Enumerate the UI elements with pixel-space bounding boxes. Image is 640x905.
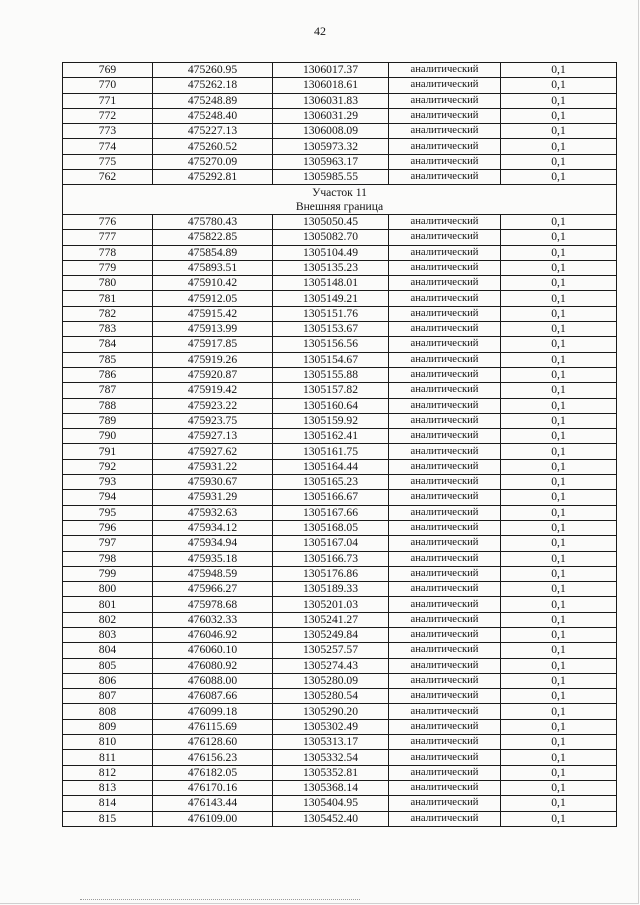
point-number-cell: 815 bbox=[63, 811, 153, 826]
method-cell: аналитический bbox=[389, 245, 501, 260]
y-coordinate-cell: 1305157.82 bbox=[273, 383, 389, 398]
table-row bbox=[63, 230, 617, 245]
point-number-cell: 772 bbox=[63, 108, 153, 123]
y-coordinate-cell: 1305313.17 bbox=[273, 735, 389, 750]
point-number-cell: 805 bbox=[63, 658, 153, 673]
point-number-cell: 786 bbox=[63, 367, 153, 382]
accuracy-cell: 0,1 bbox=[501, 780, 617, 795]
method-cell: аналитический bbox=[389, 78, 501, 93]
x-coordinate-cell: 475931.29 bbox=[153, 490, 273, 505]
point-number-cell: 787 bbox=[63, 383, 153, 398]
table-row bbox=[63, 352, 617, 367]
method-cell: аналитический bbox=[389, 627, 501, 642]
y-coordinate-cell: 1305452.40 bbox=[273, 811, 389, 826]
accuracy-cell: 0,1 bbox=[501, 490, 617, 505]
point-number-cell: 791 bbox=[63, 444, 153, 459]
method-cell: аналитический bbox=[389, 306, 501, 321]
y-coordinate-cell: 1305280.54 bbox=[273, 689, 389, 704]
method-cell: аналитический bbox=[389, 490, 501, 505]
y-coordinate-cell: 1305135.23 bbox=[273, 260, 389, 275]
section-subtitle-row bbox=[63, 200, 617, 215]
method-cell: аналитический bbox=[389, 260, 501, 275]
point-number-cell: 771 bbox=[63, 93, 153, 108]
x-coordinate-cell: 475912.05 bbox=[153, 291, 273, 306]
accuracy-cell: 0,1 bbox=[501, 154, 617, 169]
table-row bbox=[63, 750, 617, 765]
y-coordinate-cell: 1305973.32 bbox=[273, 139, 389, 154]
point-number-cell: 813 bbox=[63, 780, 153, 795]
method-cell: аналитический bbox=[389, 337, 501, 352]
section-title-row bbox=[63, 185, 617, 200]
accuracy-cell: 0,1 bbox=[501, 260, 617, 275]
y-coordinate-cell: 1305168.05 bbox=[273, 520, 389, 535]
method-cell: аналитический bbox=[389, 276, 501, 291]
y-coordinate-cell: 1305160.64 bbox=[273, 398, 389, 413]
accuracy-cell: 0,1 bbox=[501, 689, 617, 704]
accuracy-cell: 0,1 bbox=[501, 704, 617, 719]
y-coordinate-cell: 1305241.27 bbox=[273, 612, 389, 627]
point-number-cell: 809 bbox=[63, 719, 153, 734]
method-cell: аналитический bbox=[389, 413, 501, 428]
y-coordinate-cell: 1305352.81 bbox=[273, 765, 389, 780]
point-number-cell: 792 bbox=[63, 459, 153, 474]
accuracy-cell: 0,1 bbox=[501, 459, 617, 474]
method-cell: аналитический bbox=[389, 566, 501, 581]
point-number-cell: 804 bbox=[63, 643, 153, 658]
y-coordinate-cell: 1305985.55 bbox=[273, 170, 389, 185]
accuracy-cell: 0,1 bbox=[501, 214, 617, 229]
y-coordinate-cell: 1305151.76 bbox=[273, 306, 389, 321]
point-number-cell: 789 bbox=[63, 413, 153, 428]
x-coordinate-cell: 475927.62 bbox=[153, 444, 273, 459]
table-row bbox=[63, 475, 617, 490]
x-coordinate-cell: 476080.92 bbox=[153, 658, 273, 673]
y-coordinate-cell: 1305257.57 bbox=[273, 643, 389, 658]
accuracy-cell: 0,1 bbox=[501, 673, 617, 688]
x-coordinate-cell: 475260.95 bbox=[153, 63, 273, 78]
table-row bbox=[63, 383, 617, 398]
y-coordinate-cell: 1305167.04 bbox=[273, 536, 389, 551]
point-number-cell: 808 bbox=[63, 704, 153, 719]
method-cell: аналитический bbox=[389, 689, 501, 704]
y-coordinate-cell: 1305249.84 bbox=[273, 627, 389, 642]
section-title: Участок 11 bbox=[63, 185, 617, 200]
footer-line bbox=[80, 899, 360, 900]
method-cell: аналитический bbox=[389, 658, 501, 673]
y-coordinate-cell: 1305161.75 bbox=[273, 444, 389, 459]
method-cell: аналитический bbox=[389, 93, 501, 108]
x-coordinate-cell: 475854.89 bbox=[153, 245, 273, 260]
point-number-cell: 777 bbox=[63, 230, 153, 245]
point-number-cell: 797 bbox=[63, 536, 153, 551]
accuracy-cell: 0,1 bbox=[501, 735, 617, 750]
y-coordinate-cell: 1305167.66 bbox=[273, 505, 389, 520]
x-coordinate-cell: 475292.81 bbox=[153, 170, 273, 185]
y-coordinate-cell: 1305164.44 bbox=[273, 459, 389, 474]
x-coordinate-cell: 475913.99 bbox=[153, 322, 273, 337]
accuracy-cell: 0,1 bbox=[501, 63, 617, 78]
point-number-cell: 779 bbox=[63, 260, 153, 275]
point-number-cell: 814 bbox=[63, 796, 153, 811]
method-cell: аналитический bbox=[389, 582, 501, 597]
method-cell: аналитический bbox=[389, 124, 501, 139]
x-coordinate-cell: 476115.69 bbox=[153, 719, 273, 734]
y-coordinate-cell: 1306017.37 bbox=[273, 63, 389, 78]
table-row bbox=[63, 597, 617, 612]
accuracy-cell: 0,1 bbox=[501, 796, 617, 811]
accuracy-cell: 0,1 bbox=[501, 719, 617, 734]
accuracy-cell: 0,1 bbox=[501, 658, 617, 673]
y-coordinate-cell: 1305166.67 bbox=[273, 490, 389, 505]
y-coordinate-cell: 1306031.83 bbox=[273, 93, 389, 108]
table-row bbox=[63, 811, 617, 826]
table-row bbox=[63, 627, 617, 642]
x-coordinate-cell: 475930.67 bbox=[153, 475, 273, 490]
method-cell: аналитический bbox=[389, 139, 501, 154]
x-coordinate-cell: 475917.85 bbox=[153, 337, 273, 352]
y-coordinate-cell: 1305332.54 bbox=[273, 750, 389, 765]
accuracy-cell: 0,1 bbox=[501, 750, 617, 765]
point-number-cell: 794 bbox=[63, 490, 153, 505]
table-row bbox=[63, 520, 617, 535]
table-row bbox=[63, 719, 617, 734]
point-number-cell: 800 bbox=[63, 582, 153, 597]
section-subtitle: Внешняя граница bbox=[63, 200, 617, 215]
accuracy-cell: 0,1 bbox=[501, 811, 617, 826]
y-coordinate-cell: 1305148.01 bbox=[273, 276, 389, 291]
x-coordinate-cell: 475948.59 bbox=[153, 566, 273, 581]
y-coordinate-cell: 1305302.49 bbox=[273, 719, 389, 734]
x-coordinate-cell: 476060.10 bbox=[153, 643, 273, 658]
accuracy-cell: 0,1 bbox=[501, 536, 617, 551]
point-number-cell: 784 bbox=[63, 337, 153, 352]
point-number-cell: 798 bbox=[63, 551, 153, 566]
table-row bbox=[63, 796, 617, 811]
method-cell: аналитический bbox=[389, 214, 501, 229]
accuracy-cell: 0,1 bbox=[501, 383, 617, 398]
x-coordinate-cell: 475919.26 bbox=[153, 352, 273, 367]
table-row bbox=[63, 490, 617, 505]
accuracy-cell: 0,1 bbox=[501, 566, 617, 581]
table-row bbox=[63, 673, 617, 688]
method-cell: аналитический bbox=[389, 367, 501, 382]
point-number-cell: 785 bbox=[63, 352, 153, 367]
accuracy-cell: 0,1 bbox=[501, 322, 617, 337]
method-cell: аналитический bbox=[389, 643, 501, 658]
table-row bbox=[63, 704, 617, 719]
y-coordinate-cell: 1305149.21 bbox=[273, 291, 389, 306]
x-coordinate-cell: 476046.92 bbox=[153, 627, 273, 642]
x-coordinate-cell: 475935.18 bbox=[153, 551, 273, 566]
x-coordinate-cell: 476109.00 bbox=[153, 811, 273, 826]
accuracy-cell: 0,1 bbox=[501, 139, 617, 154]
table-row bbox=[63, 658, 617, 673]
method-cell: аналитический bbox=[389, 536, 501, 551]
point-number-cell: 774 bbox=[63, 139, 153, 154]
method-cell: аналитический bbox=[389, 383, 501, 398]
x-coordinate-cell: 475262.18 bbox=[153, 78, 273, 93]
accuracy-cell: 0,1 bbox=[501, 170, 617, 185]
y-coordinate-cell: 1305162.41 bbox=[273, 429, 389, 444]
y-coordinate-cell: 1305368.14 bbox=[273, 780, 389, 795]
accuracy-cell: 0,1 bbox=[501, 612, 617, 627]
method-cell: аналитический bbox=[389, 780, 501, 795]
point-number-cell: 795 bbox=[63, 505, 153, 520]
accuracy-cell: 0,1 bbox=[501, 124, 617, 139]
table-row bbox=[63, 689, 617, 704]
point-number-cell: 796 bbox=[63, 520, 153, 535]
table-row bbox=[63, 612, 617, 627]
y-coordinate-cell: 1305963.17 bbox=[273, 154, 389, 169]
y-coordinate-cell: 1305156.56 bbox=[273, 337, 389, 352]
method-cell: аналитический bbox=[389, 796, 501, 811]
table-row bbox=[63, 108, 617, 123]
table-row bbox=[63, 735, 617, 750]
y-coordinate-cell: 1305274.43 bbox=[273, 658, 389, 673]
y-coordinate-cell: 1305176.86 bbox=[273, 566, 389, 581]
method-cell: аналитический bbox=[389, 719, 501, 734]
point-number-cell: 793 bbox=[63, 475, 153, 490]
y-coordinate-cell: 1305082.70 bbox=[273, 230, 389, 245]
accuracy-cell: 0,1 bbox=[501, 643, 617, 658]
y-coordinate-cell: 1305153.67 bbox=[273, 322, 389, 337]
x-coordinate-cell: 475932.63 bbox=[153, 505, 273, 520]
x-coordinate-cell: 476032.33 bbox=[153, 612, 273, 627]
point-number-cell: 802 bbox=[63, 612, 153, 627]
table-row bbox=[63, 398, 617, 413]
point-number-cell: 812 bbox=[63, 765, 153, 780]
point-number-cell: 806 bbox=[63, 673, 153, 688]
x-coordinate-cell: 475270.09 bbox=[153, 154, 273, 169]
method-cell: аналитический bbox=[389, 551, 501, 566]
x-coordinate-cell: 476156.23 bbox=[153, 750, 273, 765]
accuracy-cell: 0,1 bbox=[501, 352, 617, 367]
x-coordinate-cell: 475248.40 bbox=[153, 108, 273, 123]
x-coordinate-cell: 476087.66 bbox=[153, 689, 273, 704]
y-coordinate-cell: 1305159.92 bbox=[273, 413, 389, 428]
x-coordinate-cell: 475910.42 bbox=[153, 276, 273, 291]
x-coordinate-cell: 475227.13 bbox=[153, 124, 273, 139]
point-number-cell: 780 bbox=[63, 276, 153, 291]
y-coordinate-cell: 1306018.61 bbox=[273, 78, 389, 93]
method-cell: аналитический bbox=[389, 444, 501, 459]
x-coordinate-cell: 475931.22 bbox=[153, 459, 273, 474]
y-coordinate-cell: 1305201.03 bbox=[273, 597, 389, 612]
method-cell: аналитический bbox=[389, 398, 501, 413]
x-coordinate-cell: 475978.68 bbox=[153, 597, 273, 612]
table-row bbox=[63, 643, 617, 658]
method-cell: аналитический bbox=[389, 322, 501, 337]
table-row bbox=[63, 260, 617, 275]
accuracy-cell: 0,1 bbox=[501, 597, 617, 612]
x-coordinate-cell: 475780.43 bbox=[153, 214, 273, 229]
method-cell: аналитический bbox=[389, 735, 501, 750]
point-number-cell: 782 bbox=[63, 306, 153, 321]
table-row bbox=[63, 566, 617, 581]
accuracy-cell: 0,1 bbox=[501, 337, 617, 352]
accuracy-cell: 0,1 bbox=[501, 93, 617, 108]
method-cell: аналитический bbox=[389, 765, 501, 780]
method-cell: аналитический bbox=[389, 811, 501, 826]
table-row bbox=[63, 780, 617, 795]
method-cell: аналитический bbox=[389, 612, 501, 627]
table-row bbox=[63, 214, 617, 229]
point-number-cell: 770 bbox=[63, 78, 153, 93]
x-coordinate-cell: 476182.05 bbox=[153, 765, 273, 780]
accuracy-cell: 0,1 bbox=[501, 276, 617, 291]
y-coordinate-cell: 1305165.23 bbox=[273, 475, 389, 490]
accuracy-cell: 0,1 bbox=[501, 306, 617, 321]
x-coordinate-cell: 475893.51 bbox=[153, 260, 273, 275]
table-row bbox=[63, 444, 617, 459]
method-cell: аналитический bbox=[389, 154, 501, 169]
x-coordinate-cell: 475919.42 bbox=[153, 383, 273, 398]
x-coordinate-cell: 476099.18 bbox=[153, 704, 273, 719]
point-number-cell: 769 bbox=[63, 63, 153, 78]
accuracy-cell: 0,1 bbox=[501, 78, 617, 93]
accuracy-cell: 0,1 bbox=[501, 230, 617, 245]
method-cell: аналитический bbox=[389, 459, 501, 474]
table-row bbox=[63, 139, 617, 154]
point-number-cell: 799 bbox=[63, 566, 153, 581]
point-number-cell: 773 bbox=[63, 124, 153, 139]
accuracy-cell: 0,1 bbox=[501, 505, 617, 520]
method-cell: аналитический bbox=[389, 673, 501, 688]
method-cell: аналитический bbox=[389, 291, 501, 306]
y-coordinate-cell: 1305104.49 bbox=[273, 245, 389, 260]
table-row bbox=[63, 536, 617, 551]
accuracy-cell: 0,1 bbox=[501, 108, 617, 123]
point-number-cell: 775 bbox=[63, 154, 153, 169]
method-cell: аналитический bbox=[389, 63, 501, 78]
method-cell: аналитический bbox=[389, 704, 501, 719]
accuracy-cell: 0,1 bbox=[501, 398, 617, 413]
table-row bbox=[63, 459, 617, 474]
point-number-cell: 776 bbox=[63, 214, 153, 229]
accuracy-cell: 0,1 bbox=[501, 367, 617, 382]
x-coordinate-cell: 475822.85 bbox=[153, 230, 273, 245]
table-row bbox=[63, 170, 617, 185]
y-coordinate-cell: 1305280.09 bbox=[273, 673, 389, 688]
point-number-cell: 778 bbox=[63, 245, 153, 260]
method-cell: аналитический bbox=[389, 597, 501, 612]
page-number: 42 bbox=[314, 24, 326, 38]
table-row bbox=[63, 93, 617, 108]
x-coordinate-cell: 476143.44 bbox=[153, 796, 273, 811]
method-cell: аналитический bbox=[389, 352, 501, 367]
method-cell: аналитический bbox=[389, 170, 501, 185]
accuracy-cell: 0,1 bbox=[501, 413, 617, 428]
point-number-cell: 801 bbox=[63, 597, 153, 612]
x-coordinate-cell: 475248.89 bbox=[153, 93, 273, 108]
method-cell: аналитический bbox=[389, 108, 501, 123]
section-header-group bbox=[63, 185, 617, 215]
x-coordinate-cell: 476170.16 bbox=[153, 780, 273, 795]
x-coordinate-cell: 475966.27 bbox=[153, 582, 273, 597]
table-row bbox=[63, 429, 617, 444]
table-row bbox=[63, 245, 617, 260]
y-coordinate-cell: 1305189.33 bbox=[273, 582, 389, 597]
method-cell: аналитический bbox=[389, 429, 501, 444]
accuracy-cell: 0,1 bbox=[501, 429, 617, 444]
point-number-cell: 803 bbox=[63, 627, 153, 642]
coordinates-table bbox=[62, 62, 617, 827]
table-row bbox=[63, 582, 617, 597]
point-number-cell: 790 bbox=[63, 429, 153, 444]
x-coordinate-cell: 475923.22 bbox=[153, 398, 273, 413]
x-coordinate-cell: 475920.87 bbox=[153, 367, 273, 382]
point-number-cell: 811 bbox=[63, 750, 153, 765]
table-row bbox=[63, 322, 617, 337]
table-row bbox=[63, 154, 617, 169]
accuracy-cell: 0,1 bbox=[501, 582, 617, 597]
accuracy-cell: 0,1 bbox=[501, 627, 617, 642]
x-coordinate-cell: 476088.00 bbox=[153, 673, 273, 688]
method-cell: аналитический bbox=[389, 475, 501, 490]
accuracy-cell: 0,1 bbox=[501, 765, 617, 780]
y-coordinate-cell: 1305404.95 bbox=[273, 796, 389, 811]
rows-after-group bbox=[63, 214, 617, 826]
y-coordinate-cell: 1305050.45 bbox=[273, 214, 389, 229]
x-coordinate-cell: 475934.94 bbox=[153, 536, 273, 551]
table-row bbox=[63, 124, 617, 139]
method-cell: аналитический bbox=[389, 750, 501, 765]
table-row bbox=[63, 337, 617, 352]
accuracy-cell: 0,1 bbox=[501, 245, 617, 260]
x-coordinate-cell: 475915.42 bbox=[153, 306, 273, 321]
y-coordinate-cell: 1305166.73 bbox=[273, 551, 389, 566]
y-coordinate-cell: 1305290.20 bbox=[273, 704, 389, 719]
accuracy-cell: 0,1 bbox=[501, 551, 617, 566]
accuracy-cell: 0,1 bbox=[501, 291, 617, 306]
table-row bbox=[63, 551, 617, 566]
point-number-cell: 762 bbox=[63, 170, 153, 185]
y-coordinate-cell: 1306008.09 bbox=[273, 124, 389, 139]
table-row bbox=[63, 306, 617, 321]
rows-before-group bbox=[63, 63, 617, 185]
point-number-cell: 810 bbox=[63, 735, 153, 750]
point-number-cell: 807 bbox=[63, 689, 153, 704]
x-coordinate-cell: 476128.60 bbox=[153, 735, 273, 750]
table-row bbox=[63, 276, 617, 291]
x-coordinate-cell: 475927.13 bbox=[153, 429, 273, 444]
x-coordinate-cell: 475260.52 bbox=[153, 139, 273, 154]
x-coordinate-cell: 475923.75 bbox=[153, 413, 273, 428]
table-row bbox=[63, 367, 617, 382]
accuracy-cell: 0,1 bbox=[501, 444, 617, 459]
method-cell: аналитический bbox=[389, 520, 501, 535]
y-coordinate-cell: 1305154.67 bbox=[273, 352, 389, 367]
accuracy-cell: 0,1 bbox=[501, 475, 617, 490]
accuracy-cell: 0,1 bbox=[501, 520, 617, 535]
table-row bbox=[63, 78, 617, 93]
table-row bbox=[63, 291, 617, 306]
x-coordinate-cell: 475934.12 bbox=[153, 520, 273, 535]
method-cell: аналитический bbox=[389, 505, 501, 520]
table-row bbox=[63, 765, 617, 780]
point-number-cell: 788 bbox=[63, 398, 153, 413]
method-cell: аналитический bbox=[389, 230, 501, 245]
point-number-cell: 783 bbox=[63, 322, 153, 337]
table-row bbox=[63, 63, 617, 78]
y-coordinate-cell: 1305155.88 bbox=[273, 367, 389, 382]
table-row bbox=[63, 413, 617, 428]
y-coordinate-cell: 1306031.29 bbox=[273, 108, 389, 123]
point-number-cell: 781 bbox=[63, 291, 153, 306]
table-row bbox=[63, 505, 617, 520]
